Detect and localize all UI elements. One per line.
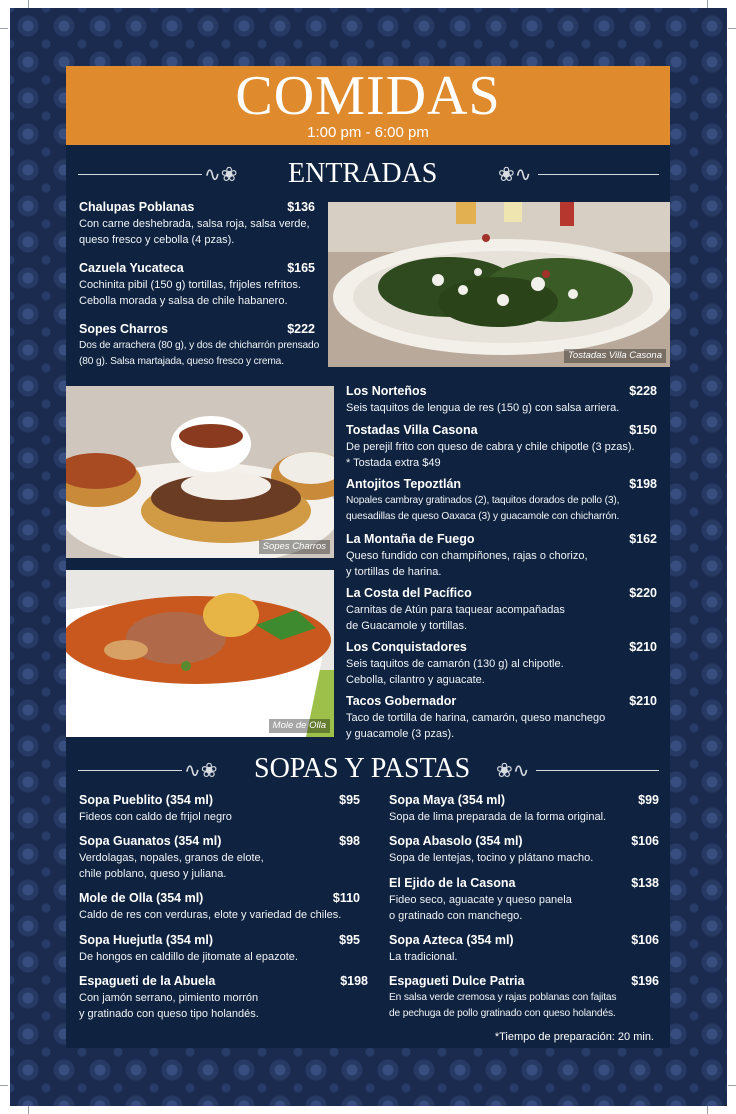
- description-line: chile poblano, queso y juliana.: [79, 868, 227, 880]
- item-price: $106: [631, 834, 659, 848]
- menu-panel: [66, 66, 670, 1048]
- item-name: Sopa Maya (354 ml): [389, 793, 506, 807]
- item-price: $210: [629, 694, 657, 708]
- item-price: $220: [629, 586, 657, 600]
- divider-line: [536, 770, 659, 771]
- item-description: [79, 850, 264, 882]
- item-price: $99: [638, 793, 659, 807]
- item-price: $98: [339, 834, 360, 848]
- description-line: La tradicional.: [389, 951, 458, 963]
- item-description: [346, 548, 588, 580]
- description-line: quesadillas de queso Oaxaca (3) y guacamole con chicharrón.: [346, 511, 620, 522]
- description-line: Fideo seco, aguacate y queso panela: [389, 894, 572, 906]
- description-line: y tortillas de harina.: [346, 566, 442, 578]
- item-price: $228: [629, 384, 657, 398]
- item-name: Tostadas Villa Casona: [346, 423, 478, 437]
- flourish-ornament-icon: ∿❀: [204, 162, 238, 186]
- divider-line: [538, 174, 659, 175]
- item-price: $198: [340, 974, 368, 988]
- service-hours: 1:00 pm - 6:00 pm: [307, 124, 429, 141]
- description-line: de Guacamole y tortillas.: [346, 620, 468, 632]
- item-name: La Montaña de Fuego: [346, 532, 475, 546]
- description-line: Nopales cambray gratinados (2), taquitos dorados de pollo (3),: [346, 495, 620, 506]
- crop-mark: [0, 28, 8, 29]
- description-line: Cebolla morada y salsa de chile habanero.: [79, 295, 288, 307]
- item-price: $106: [631, 933, 659, 947]
- item-price: $210: [629, 640, 657, 654]
- description-line: de pechuga de pollo gratinado con queso holandés.: [389, 1008, 616, 1019]
- item-description: [79, 949, 298, 965]
- photo-caption: Sopes Charros: [259, 540, 330, 554]
- description-line: Sopa de lentejas, tocino y plátano macho.: [389, 852, 594, 864]
- crop-mark: [28, 1106, 29, 1114]
- item-price: $95: [339, 933, 360, 947]
- description-line: (80 g). Salsa martajada, queso fresco y crema.: [79, 356, 284, 367]
- mole-illustration: [66, 570, 334, 737]
- item-description: [346, 710, 605, 742]
- description-line: Dos de arrachera (80 g), y dos de chicharrón prensado: [79, 340, 320, 351]
- item-name: Sopa Abasolo (354 ml): [389, 834, 523, 848]
- item-description: [389, 809, 606, 825]
- crop-mark: [707, 0, 708, 8]
- menu-title: COMIDAS: [235, 65, 501, 127]
- item-price: $196: [631, 974, 659, 988]
- tostadas-illustration: [328, 202, 670, 367]
- photo-mole-de-olla: [66, 570, 334, 737]
- item-name: Sopa Pueblito (354 ml): [79, 793, 214, 807]
- item-name: Cazuela Yucateca: [79, 261, 184, 275]
- preparation-time-note: *Tiempo de preparación: 20 min.: [494, 1031, 654, 1043]
- item-name: Espagueti Dulce Patria: [389, 974, 525, 988]
- item-name: La Costa del Pacífico: [346, 586, 472, 600]
- description-line: y guacamole (3 pzas).: [346, 728, 455, 740]
- divider-line: [78, 174, 202, 175]
- item-price: $136: [287, 200, 315, 214]
- description-line: Con carne deshebrada, salsa roja, salsa verde,: [79, 218, 310, 230]
- menu-header: [66, 66, 670, 145]
- description-line: Cochinita pibil (150 g) tortillas, frijoles refritos.: [79, 279, 301, 291]
- description-line: Con jamón serrano, pimiento morrón: [79, 992, 259, 1004]
- item-description: [346, 493, 619, 525]
- sopes-illustration: [66, 386, 334, 558]
- item-description: [346, 602, 565, 634]
- item-name: Tacos Gobernador: [346, 694, 457, 708]
- divider-line: [78, 770, 182, 771]
- item-name: El Ejido de la Casona: [389, 876, 516, 890]
- item-description: [389, 892, 572, 924]
- item-description: [79, 216, 310, 248]
- item-name: Antojitos Tepoztlán: [346, 477, 462, 491]
- crop-mark: [28, 0, 29, 8]
- item-name: Chalupas Poblanas: [79, 200, 195, 214]
- item-description: [79, 990, 259, 1022]
- item-name: Sopa Guanatos (354 ml): [79, 834, 222, 848]
- crop-mark: [728, 28, 736, 29]
- item-description: [389, 990, 616, 1022]
- item-price: $165: [287, 261, 315, 275]
- description-line: * Tostada extra $49: [346, 457, 441, 469]
- item-price: $222: [287, 322, 315, 336]
- photo-tostadas-villa-casona: [328, 202, 670, 367]
- photo-caption: Tostadas Villa Casona: [564, 349, 666, 363]
- flourish-ornament-icon: ∿❀: [184, 758, 218, 782]
- description-line: Cebolla, cilantro y aguacate.: [346, 674, 485, 686]
- item-price: $162: [629, 532, 657, 546]
- description-line: Verdolagas, nopales, granos de elote,: [79, 852, 264, 864]
- description-line: De hongos en caldillo de jitomate al epazote.: [79, 951, 298, 963]
- item-description: [79, 338, 319, 370]
- photo-caption: Mole de Olla: [269, 719, 330, 733]
- description-line: En salsa verde cremosa y rajas poblanas con fajitas: [389, 992, 617, 1003]
- item-description: [346, 656, 564, 688]
- flourish-ornament-icon: ❀∿: [498, 162, 532, 186]
- item-name: Los Norteños: [346, 384, 427, 398]
- item-price: $138: [631, 876, 659, 890]
- item-price: $95: [339, 793, 360, 807]
- item-name: Espagueti de la Abuela: [79, 974, 216, 988]
- description-line: De perejil frito con queso de cabra y chile chipotle (3 pzas).: [346, 441, 635, 453]
- item-description: [79, 277, 301, 309]
- item-description: [346, 400, 619, 416]
- item-name: Sopa Huejutla (354 ml): [79, 933, 214, 947]
- description-line: o gratinado con manchego.: [389, 910, 523, 922]
- description-line: Carnitas de Atún para taquear acompañadas: [346, 604, 565, 616]
- photo-sopes-charros: [66, 386, 334, 558]
- crop-mark: [728, 1085, 736, 1086]
- flourish-ornament-icon: ❀∿: [496, 758, 530, 782]
- section-title-entradas: ENTRADAS: [288, 158, 438, 189]
- crop-mark: [0, 1085, 8, 1086]
- description-line: y gratinado con queso tipo holandés.: [79, 1008, 259, 1020]
- description-line: queso fresco y cebolla (4 pzas).: [79, 234, 235, 246]
- item-description: [346, 439, 635, 471]
- description-line: Queso fundido con champiñones, rajas o chorizo,: [346, 550, 588, 562]
- description-line: Caldo de res con verduras, elote y variedad de chiles.: [79, 909, 342, 921]
- description-line: Seis taquitos de camarón (130 g) al chipotle.: [346, 658, 564, 670]
- item-description: [389, 850, 593, 866]
- description-line: Sopa de lima preparada de la forma original.: [389, 811, 607, 823]
- item-name: Sopes Charros: [79, 322, 168, 336]
- item-description: [79, 809, 232, 825]
- section-title-sopas: SOPAS Y PASTAS: [254, 753, 471, 784]
- item-name: Mole de Olla (354 ml): [79, 891, 204, 905]
- item-price: $198: [629, 477, 657, 491]
- item-price: $110: [332, 891, 360, 905]
- item-price: $150: [629, 423, 657, 437]
- item-name: Sopa Azteca (354 ml): [389, 933, 514, 947]
- crop-mark: [707, 1106, 708, 1114]
- description-line: Fideos con caldo de frijol negro: [79, 811, 232, 823]
- description-line: Taco de tortilla de harina, camarón, queso manchego: [346, 712, 606, 724]
- item-name: Los Conquistadores: [346, 640, 467, 654]
- item-description: [79, 907, 341, 923]
- description-line: Seis taquitos de lengua de res (150 g) con salsa arriera.: [346, 402, 620, 414]
- item-description: [389, 949, 458, 965]
